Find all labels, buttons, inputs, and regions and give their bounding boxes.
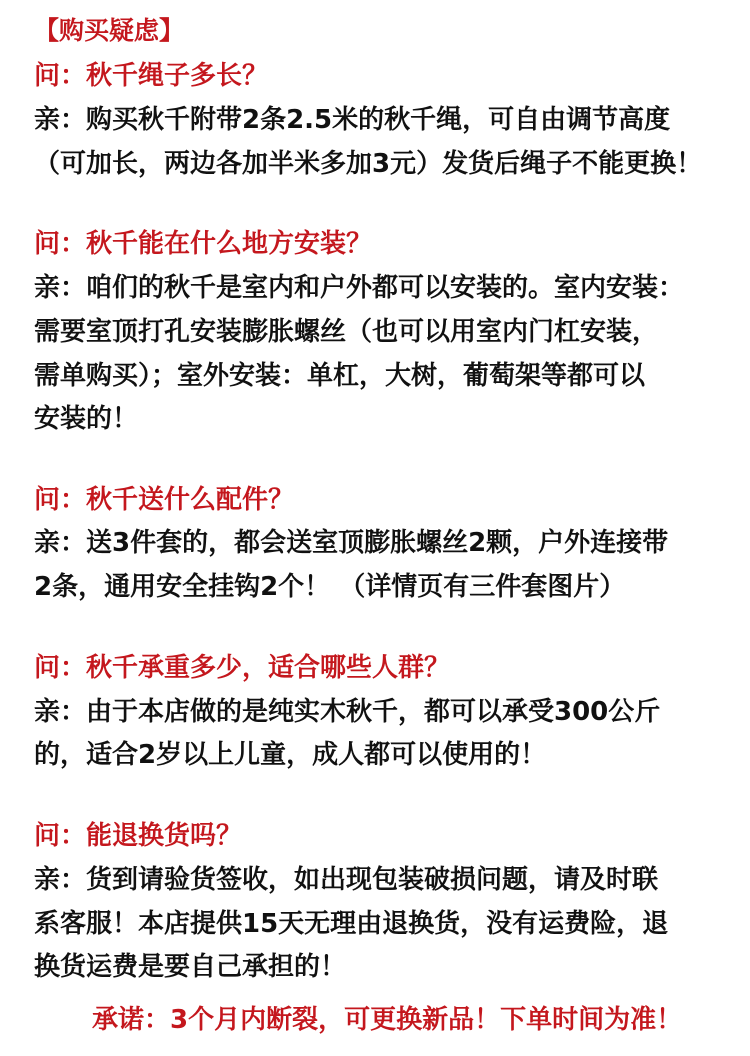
faq-answer-line: （可加长，两边各加半米多加3元）发货后绳子不能更换！ bbox=[34, 149, 703, 179]
faq-answer-line: 需单购买）；室外安装：单杠，大树，葡萄架等都可以 bbox=[34, 361, 646, 391]
faq-answer-line: 系客服！本店提供15天无理由退换货，没有运费险，退 bbox=[34, 909, 669, 939]
faq-heading: 【购买疑虑】 bbox=[34, 16, 185, 45]
faq-answer-line: 亲：由于本店做的是纯实木秋千，都可以承受300公斤 bbox=[34, 697, 661, 727]
faq-question-load-capacity: 问：秋千承重多少，适合哪些人群？ bbox=[34, 653, 451, 683]
faq-question-rope-length: 问：秋千绳子多长？ bbox=[34, 61, 269, 91]
faq-answer-line: 亲：咱们的秋千是室内和户外都可以安装的。室内安装： bbox=[34, 273, 685, 303]
faq-answer-line: 的，适合2岁以上儿童，成人都可以使用的！ bbox=[34, 740, 547, 770]
faq-answer-line: 2条，通用安全挂钩2个！ （详情页有三件套图片） bbox=[34, 572, 626, 602]
guarantee-footer: 承诺：3个月内断裂，可更换新品！下单时间为准！ bbox=[92, 1005, 683, 1035]
faq-answer-line: 安装的！ bbox=[34, 404, 139, 434]
faq-answer-line: 亲：货到请验货签收，如出现包装破损问题，请及时联 bbox=[34, 865, 659, 895]
faq-question-install-location: 问：秋千能在什么地方安装？ bbox=[34, 229, 373, 259]
faq-answer-line: 换货运费是要自己承担的！ bbox=[34, 952, 347, 982]
faq-answer-line: 需要室顶打孔安装膨胀螺丝（也可以用室内门杠安装， bbox=[34, 317, 659, 347]
faq-question-returns: 问：能退换货吗？ bbox=[34, 821, 243, 851]
faq-answer-line: 亲：购买秋千附带2条2.5米的秋千绳，可自由调节高度 bbox=[34, 105, 671, 135]
faq-question-accessories: 问：秋千送什么配件？ bbox=[34, 485, 295, 515]
faq-answer-line: 亲：送3件套的，都会送室顶膨胀螺丝2颗，户外连接带 bbox=[34, 528, 669, 558]
